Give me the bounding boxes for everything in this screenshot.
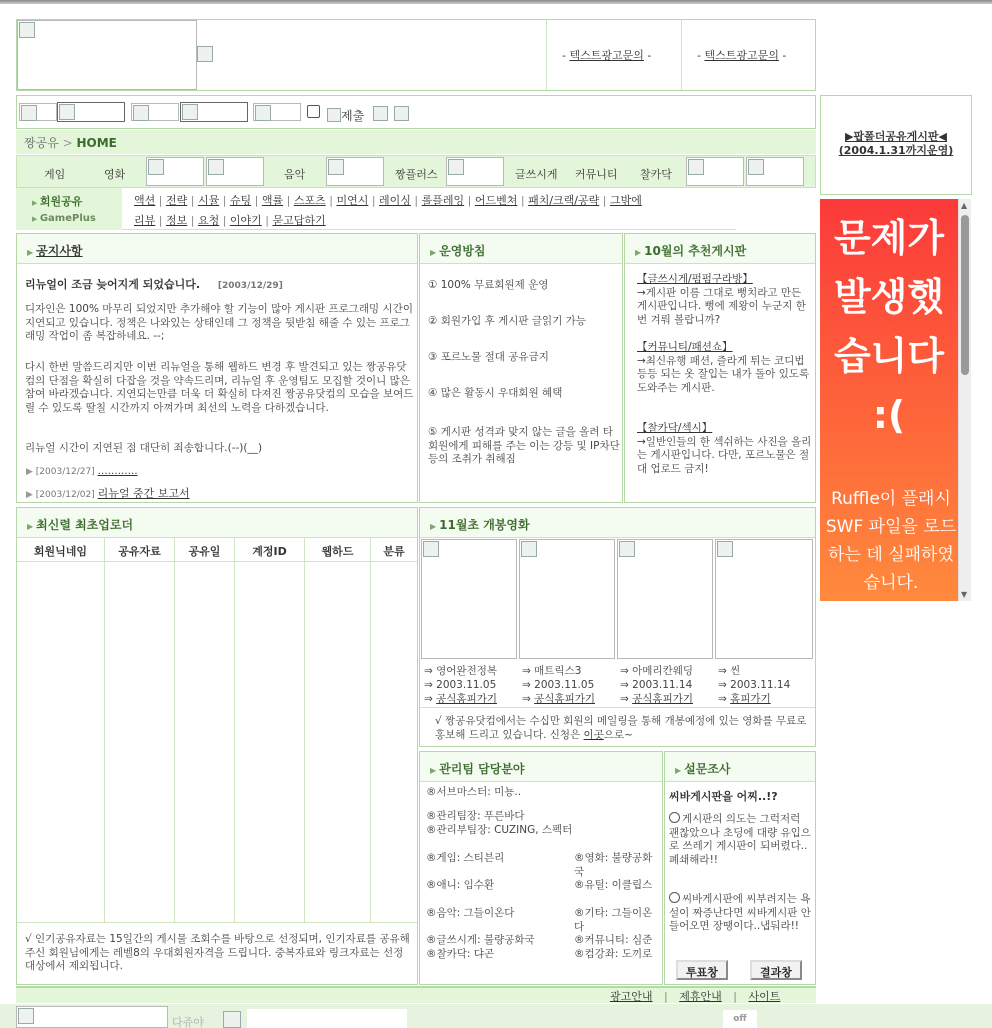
sub-nav-item-1[interactable]: 전략 — [165, 194, 188, 207]
movies-header: ▶ 11월초 개봉영화 — [420, 508, 815, 538]
staff-name: ®관리팀장: 푸른바다 — [426, 810, 525, 822]
search-go-image[interactable] — [253, 103, 301, 121]
bottom-off-button[interactable]: off — [723, 1010, 757, 1028]
sub-nav-item-2[interactable]: 시뮬 — [197, 194, 220, 207]
search-checkbox[interactable] — [307, 105, 320, 118]
movie-poster-2[interactable] — [519, 539, 615, 659]
staff-row — [426, 810, 660, 824]
notice-headline[interactable]: 리뉴얼이 조금 늦어지게 되었습니다. [2003/12/29] — [25, 278, 283, 291]
bottom-logo[interactable] — [16, 1006, 168, 1028]
footer-ad[interactable]: 광고안내 — [610, 990, 653, 1003]
search-category-image — [19, 103, 57, 121]
bottom-icon[interactable] — [223, 1011, 241, 1028]
submit-button[interactable]: 제출 — [327, 107, 364, 124]
col-nickname: 회원닉네임 — [17, 538, 105, 562]
sub-nav-item-2-0[interactable]: 리뷰 — [134, 214, 156, 227]
poll-box — [664, 751, 816, 985]
notice-item-1[interactable]: ▶ [2003/12/27] ………… — [26, 466, 138, 477]
vote-button[interactable]: 투표창 — [676, 960, 728, 980]
staff-name: ®애니: 임수환 — [426, 879, 495, 891]
staff-row — [426, 948, 660, 962]
staff-name: ®게임: 스티븐리 — [426, 852, 505, 864]
movie-info-1[interactable]: ⇒ 영어완전정복 ⇒ 2003.11.05 ⇒ 공식홈피가기 — [424, 665, 497, 705]
sub-nav-item-8[interactable]: 롤플레잉 — [421, 194, 465, 207]
staff-row — [426, 852, 660, 879]
poll-radio-1[interactable] — [669, 812, 680, 823]
uploader-note: √ 인기공유자료는 15일간의 게시물 조회수를 바탕으로 선정되며, 인기자료를 공유해주신 회원님에게는 레벨8의 우대회원자격을 드립니다. 중복자료와 링크자료는 선정 대상에서 제외됩니다. — [25, 933, 410, 972]
policy-item-4: ④ 많은 활동시 우대회원 혜택 — [428, 387, 563, 399]
sub-nav-item-4[interactable]: 액률 — [261, 194, 284, 207]
banner-image[interactable] — [197, 46, 213, 62]
sub-nav-item-2-2[interactable]: 요청 — [197, 214, 220, 227]
scroll-thumb[interactable] — [961, 215, 969, 375]
movies-apply-link[interactable]: 이곳 — [583, 728, 604, 741]
bottom-input[interactable] — [247, 1009, 407, 1028]
scroll-up-arrow[interactable]: ▲ — [961, 201, 968, 210]
staff-name: ®서브마스터: 미뇽.. — [426, 786, 522, 798]
sub-nav-item-2-4[interactable]: 묻고답하기 — [272, 214, 326, 227]
recommend-group-1[interactable]: 【글쓰시게/펌펌구라방】 →게시판 이름 그대로 뻥치라고 만든 게시판입니다. 뻥에 제왕이 누군지 한 번 겨뤄 볼랍니까? — [637, 273, 806, 326]
nav-photo[interactable]: 찰카닥 — [640, 168, 672, 181]
nav-image-4[interactable] — [446, 157, 504, 186]
extra-icon-2[interactable] — [394, 106, 409, 121]
staff-name: ®유틸: 이클립스 — [574, 879, 653, 891]
policy-item-1: ① 100% 무료회원제 운영 — [428, 279, 549, 291]
poll-question: 씨바게시판을 어찌..!? — [669, 790, 778, 803]
policy-header: ▶ 운영방침 — [420, 234, 622, 264]
sub-nav-item-7[interactable]: 레이싱 — [379, 194, 411, 207]
footer-partner[interactable]: 제휴안내 — [679, 990, 722, 1003]
result-button[interactable]: 결과창 — [750, 960, 802, 980]
poll-option-1[interactable]: 게시판의 의도는 그럭저럭 괜찮았으나 초딩에 대량 유입으로 쓰레기 게시판이 되버렸다.. 폐쇄해라!! — [669, 813, 811, 866]
error-heading: 문제가 발생했 습니다 :( — [833, 216, 945, 437]
sub-nav-item-5[interactable]: 스포츠 — [293, 194, 326, 207]
staff-row — [426, 879, 660, 893]
uploader-box — [16, 507, 418, 985]
staff-row — [426, 824, 660, 838]
notice-body-3: 리뉴얼 시간이 지연된 점 대단히 죄송합니다.(--)(__) — [25, 442, 263, 454]
policy-item-2: ② 회원가입 후 게시판 글읽기 가능 — [428, 315, 586, 327]
search-input-1[interactable] — [57, 102, 125, 122]
breadcrumb: 짱공유 > HOME — [16, 130, 816, 154]
movies-note: √ 짱공유닷컴에서는 수십만 회원의 메일링을 통해 개봉예정에 있는 영화를 무료로 홍보해 드리고 있습니다. 신청은 이곳으로~ — [435, 715, 807, 741]
sub-nav-item-11[interactable]: 그밖에 — [609, 194, 642, 207]
staff-name: ®커뮤니티: 심준 — [574, 934, 653, 946]
popfolder-link[interactable]: ▶팝폴더공유게시판◀ (2004.1.31까지운영) — [838, 130, 954, 157]
col-category: 분류 — [371, 538, 417, 562]
footer-links: 광고안내 | 제휴안내 | 사이트 — [610, 990, 781, 1003]
movie-poster-3[interactable] — [617, 539, 713, 659]
poll-radio-2[interactable] — [669, 892, 680, 903]
scroll-down-arrow[interactable]: ▼ — [961, 590, 968, 599]
sub-nav-item-2-1[interactable]: 정보 — [165, 214, 188, 227]
movie-poster-1[interactable] — [421, 539, 517, 659]
staff-row — [426, 907, 660, 934]
site-logo[interactable] — [17, 20, 197, 90]
recommend-group-3[interactable]: 【찰카닥/섹시】 →일반인들의 한 섹쉬하는 사진을 올리는 게시판입니다. 다만, 포르노물은 절대 업로드 금지! — [637, 422, 812, 475]
breadcrumb-site[interactable]: 짱공유 — [24, 136, 59, 150]
sub-nav-row-2: 리뷰 | 정보 | 요청 | 이야기 | 묻고답하기 — [134, 214, 326, 227]
error-message: Ruffle이 플래시 SWF 파일을 로드하는 데 실패하였습니다. — [825, 489, 957, 593]
staff-row — [426, 934, 660, 948]
staff-row — [426, 786, 660, 800]
nav-image-1[interactable] — [146, 157, 204, 186]
movie-info-4[interactable]: ⇒ 씬 ⇒ 2003.11.14 ⇒ 홈피가기 — [718, 665, 791, 705]
notice-body-2: 다시 한번 말씀드리지만 이번 리뉴얼을 통해 웹하드 변경 후 발견되고 있는 짱공유닷컴의 단점을 확실히 다잡을 것을 약속드리며, 리뉴얼 후 운영팀도 모집할 것이니 많은 참여 바라겠습니다. 지연되는만큼 더욱 더 확실히 다져진 짱공유닷컴의 모습을 보여드릴 수 있도록 딸칠 시간까지 아껴가며 최선의 노력을 다하겠습니다. — [25, 361, 414, 414]
col-account: 계정ID — [235, 538, 305, 562]
bottom-label: 다쥬야 — [172, 1016, 204, 1028]
staff-name: ®관리부팀장: CUZING, 스펙터 — [426, 824, 573, 836]
notice-body-1: 디자인은 100% 마무리 되었지만 추가해야 할 기능이 많아 게시판 프로그래밍 시간이 지연되고 있습니다. 정책은 나와있는 상태인데 그 정책을 뒷받침 해줄 수 있는 프로그래밍 작업이 좀 복잡하네요. --; — [25, 303, 413, 342]
nav-game[interactable]: 게임 — [44, 168, 66, 181]
sub-nav-row-1: 액션 | 전략 | 시뮬 | 슈팅 | 액률 | 스포츠 | 미연시 | 레이싱 | 롤플레잉 | 어드벤쳐 | 패치/크랙/공략 | 그밖에 — [134, 194, 642, 207]
sub-nav-label-2: ▶ GamePlus — [32, 213, 96, 224]
sub-nav-label-1: ▶ 회원공유 — [32, 195, 83, 208]
sub-nav-item-9[interactable]: 어드벤쳐 — [474, 194, 518, 207]
flash-error-panel — [820, 199, 971, 601]
sub-nav-item-3[interactable]: 슈팅 — [229, 194, 252, 207]
staff-name: ®기타: 그들이온다 — [574, 907, 653, 933]
col-file: 공유자료 — [105, 538, 175, 562]
movie-info-2[interactable]: ⇒ 매트릭스3 ⇒ 2003.11.05 ⇒ 공식홈피가기 — [522, 665, 595, 705]
policy-item-5: ⑤ 게시판 성격과 맞지 않는 글을 올려 타 회원에게 피해를 주는 이는 강등 및 IP차단 등의 조취가 취해짐 — [428, 426, 620, 465]
sub-nav-item-10[interactable]: 패치/크랙/공략 — [528, 194, 600, 207]
sub-nav-item-6[interactable]: 미연시 — [336, 194, 369, 207]
recommend-group-2[interactable]: 【커뮤니티/패션쇼】 →최신유행 패션, 즐라게 튀는 코디법 등등 되는 옷 잘입는 내가 돌아 있도록 도와주는 게시판. — [637, 341, 810, 394]
nav-image-2[interactable] — [206, 157, 264, 186]
extra-icon-1[interactable] — [373, 106, 388, 121]
nav-writing[interactable]: 글쓰시게 — [515, 168, 558, 181]
col-date: 공유일 — [175, 538, 235, 562]
nav-community[interactable]: 커뮤니티 — [575, 168, 618, 181]
staff-name: ®음악: 그들이온다 — [426, 907, 515, 919]
notice-header: ▶ 공지사항 — [17, 234, 417, 264]
sub-nav-item-0[interactable]: 액션 — [134, 194, 156, 207]
policy-item-3: ③ 포르노물 절대 공유금지 — [428, 351, 549, 363]
nav-music[interactable]: 음악 — [284, 168, 306, 181]
recommend-header: ▶ 10월의 추천게시판 — [625, 234, 815, 264]
nav-plus[interactable]: 짱플러스 — [395, 168, 438, 181]
col-webhard: 웹하드 — [305, 538, 371, 562]
poll-option-2[interactable]: 씨바게시판에 씨부려지는 욕설이 짜증난다면 씨바게시판 안 들어오면 장땡이다..냅둬라!! — [669, 893, 811, 932]
poll-header: ▶ 설문조사 — [665, 752, 815, 782]
footer-site[interactable]: 사이트 — [748, 990, 781, 1003]
sub-nav-item-2-3[interactable]: 이야기 — [229, 214, 262, 227]
nav-image-5[interactable] — [686, 157, 744, 186]
nav-image-3[interactable] — [326, 157, 384, 186]
search-input-2[interactable] — [180, 102, 248, 122]
window-top-bar — [0, 0, 992, 4]
staff-name: ®영화: 불량공화국 — [574, 852, 653, 878]
error-scrollbar[interactable] — [958, 199, 971, 601]
movie-poster-4[interactable] — [715, 539, 813, 659]
breadcrumb-home[interactable]: HOME — [76, 136, 117, 150]
movie-info-3[interactable]: ⇒ 아메리칸웨딩 ⇒ 2003.11.14 ⇒ 공식홈피가기 — [620, 665, 693, 705]
uploader-header: ▶ 최신렬 최초업로더 — [17, 508, 417, 538]
nav-movie[interactable]: 영화 — [104, 168, 126, 181]
staff-header: ▶ 관리팀 담당분야 — [420, 752, 662, 782]
nav-image-6[interactable] — [746, 157, 804, 186]
staff-name: ®찰카닥: 댜곤 — [426, 948, 495, 960]
staff-name: ®컴강좌: 도끼로 — [574, 948, 653, 960]
text-ad-2[interactable]: - 텍스트광고문의 - — [697, 49, 787, 62]
search-type-image — [131, 103, 179, 121]
text-ad-1[interactable]: - 텍스트광고문의 - — [562, 49, 652, 62]
staff-name: ®글쓰시게: 불량공화국 — [426, 934, 535, 946]
notice-item-2[interactable]: ▶ [2003/12/02] 리뉴얼 중간 보고서 — [26, 487, 190, 500]
